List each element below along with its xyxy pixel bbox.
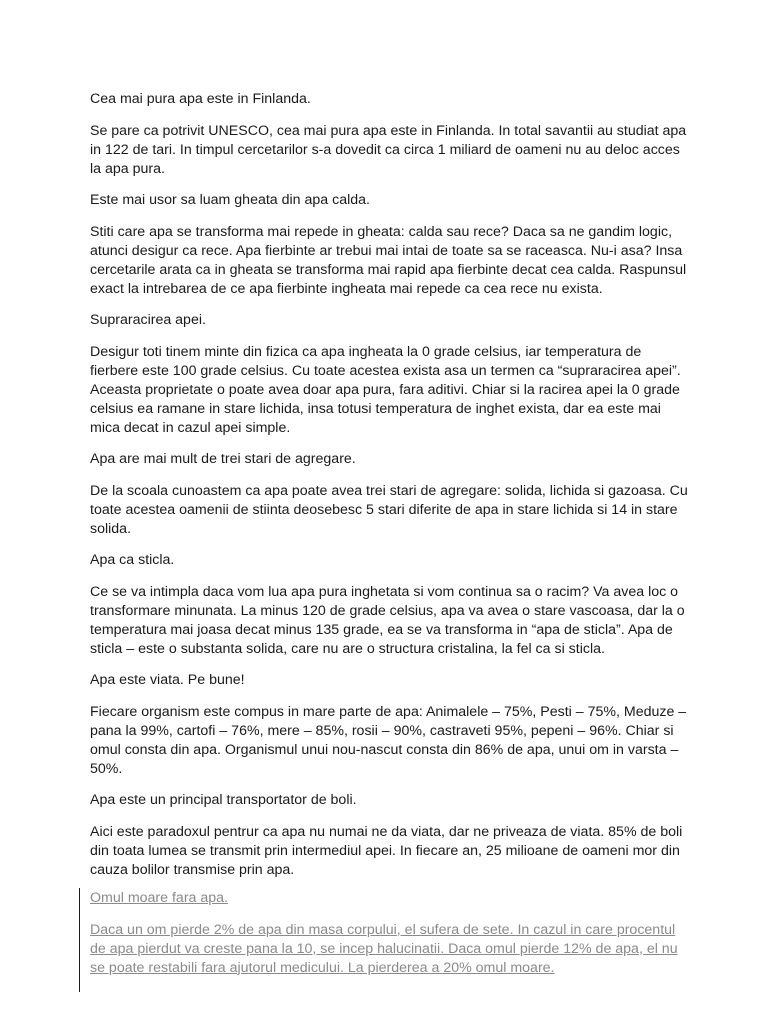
tracked-changes-block xyxy=(90,889,690,990)
tracked-heading-dehydration: Omul moare fara apa. xyxy=(90,890,228,906)
paragraph-water-content: Fiecare organism este compus in mare parte de apa: Animalele – 75%, Pesti – 75%, Meduze – pana la 99%, cartofi – 76%, mere – 85%, rosii – 90%, castraveti 95%, pepeni – 96%. Chiar si omul consta din apa. Organismul unui nou-nascut consta din 86% de apa, unui om in varsta – 50%. xyxy=(90,703,687,777)
paragraph-hot-vs-cold: Stiti care apa se transforma mai repede in gheata: calda sau rece? Daca sa ne gandim logic, atunci desigur ca rece. Apa fierbinte ar trebui mai intai de toate sa se raceasca. Nu-i asa? Insa cercetarile arata ca in gheata se transforma mai rapid apa fierbinte decat cea calda. Raspunsul exact la intrebarea de ce apa fierbinte ingheata mai repede ca cea rece nu exista. xyxy=(90,223,687,297)
tracked-change-bar xyxy=(79,888,80,992)
paragraph-unesco: Se pare ca potrivit UNESCO, cea mai pura apa este in Finlanda. In total savantii au studiat apa in 122 de tari. In timpul cercetarilor s-a dovedit ca circa 1 miliard de oameni nu au deloc acces la apa pura. xyxy=(90,122,687,177)
heading-water-is-life: Apa este viata. Pe bune! xyxy=(90,672,245,688)
heading-ice-from-warm-water: Este mai usor sa luam gheata din apa calda. xyxy=(90,192,370,208)
heading-finland: Cea mai pura apa este in Finlanda. xyxy=(90,91,311,107)
paragraph-disease-transport: Aici este paradoxul pentrur ca apa nu numai ne da viata, dar ne priveaza de viata. 85% de boli din toata lumea se transmit prin intermediul apei. In fiecare an, 25 milioane de oameni mor din cauza bolilor transmise prin apa. xyxy=(90,823,683,878)
paragraph-glass-water: Ce se va intimpla daca vom lua apa pura inghetata si vom continua sa o racim? Va avea loc o transformare minunata. La minus 120 de grade celsius, apa va avea o stare vascoasa, dar la o temperatura mai joasa decat minus 135 grade, ea se va transforma in “apa de sticla”. Apa de sticla – este o substanta solida, care nu are o structura cristalina, la fel ca si sticla. xyxy=(90,583,685,657)
paragraph-supercooling: Desigur toti tinem minte din fizica ca apa ingheata la 0 grade celsius, iar temperatura de fierbere este 100 grade celsius. Cu toate acestea exista asa un termen ca “supraracirea apei”. Aceasta proprietate o poate avea doar apa pura, fara aditivi. Chiar si la racirea apei la 0 grade celsius ea ramane in stare lichida, insa totusi temperatura de inghet exista, dar ea este mai mica decat in cazul apei simple. xyxy=(90,343,681,436)
tracked-paragraph-dehydration: Daca un om pierde 2% de apa din masa corpului, el sufera de sete. In cazul in care procentul de apa pierdut va creste pana la 10, se incep halucinatii. Daca omul pierde 12% de apa, el nu se poate restabili fara ajutorul medicului. La pierderea a 20% omul moare. xyxy=(90,921,678,976)
paragraph-states-of-matter: De la scoala cunoastem ca apa poate avea trei stari de agregare: solida, lichida si gazoasa. Cu toate acestea oamenii de stiinta deosebesc 5 stari diferite de apa in stare lichida si 14 in stare solida. xyxy=(90,482,688,537)
heading-disease-transport: Apa este un principal transportator de boli. xyxy=(90,792,357,808)
document-body xyxy=(90,90,690,892)
heading-glass-water: Apa ca sticla. xyxy=(90,552,175,568)
heading-states-of-matter: Apa are mai mult de trei stari de agregare. xyxy=(90,451,356,467)
heading-supercooling: Supraracirea apei. xyxy=(90,312,206,328)
